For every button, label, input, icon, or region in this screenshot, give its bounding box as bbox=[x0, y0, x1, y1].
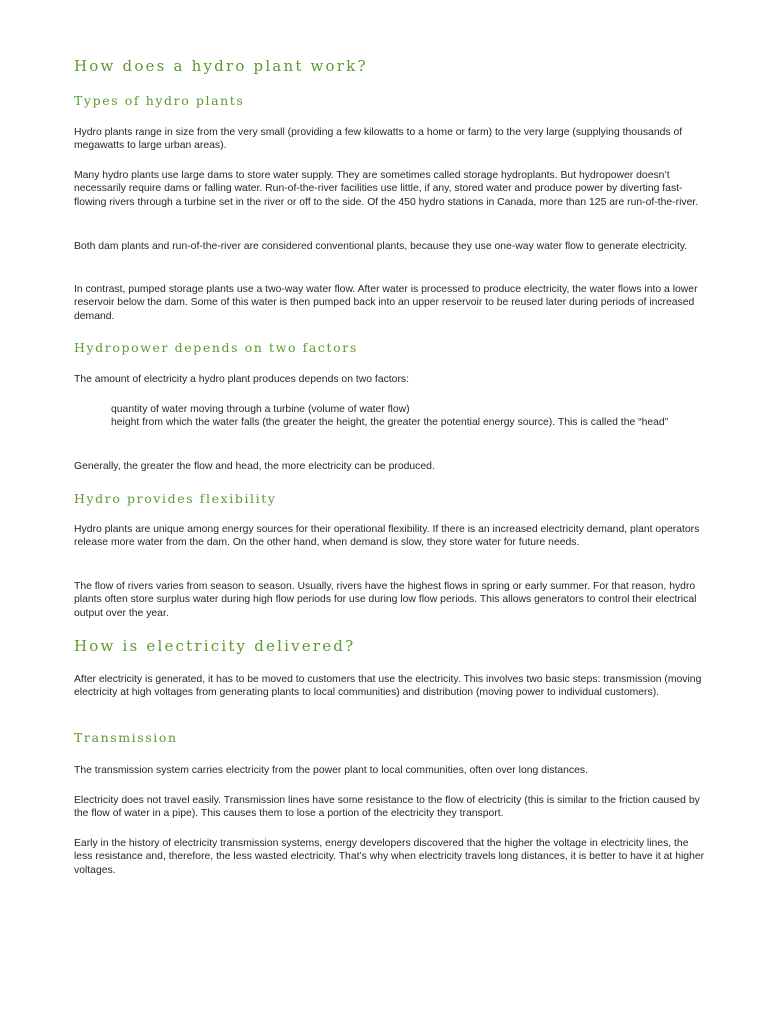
paragraph-conventional-plants: Both dam plants and run-of-the-river are considered conventional plants, because they use one-way water flow to generate electricity. bbox=[74, 241, 688, 252]
heading-electricity-delivered: How is electricity delivered? bbox=[74, 637, 356, 655]
paragraph-operational-flexibility: Hydro plants are unique among energy sources for their operational flexibility. If there is an increased electricity demand, plant operators release more water from the dam. On the other hand, when demand is slow, they store water for future needs. bbox=[74, 524, 700, 549]
paragraph-transmission-resistance: Electricity does not travel easily. Transmission lines have some resistance to the flow of electricity (this is similar to the friction caused by the flow of water in a pipe). This causes them to lose a portion of the electricity they transport. bbox=[74, 795, 700, 820]
paragraph-high-voltage: Early in the history of electricity transmission systems, energy developers discovered that the higher the voltage in electricity lines, the less resistance and, therefore, the less wasted electricity. That’s why when electricity travels long distances, it is better to have it at higher voltages. bbox=[74, 838, 705, 876]
subheading-two-factors: Hydropower depends on two factors bbox=[74, 340, 358, 355]
paragraph-factors-conclusion: Generally, the greater the flow and head, the more electricity can be produced. bbox=[74, 461, 435, 472]
subheading-types-of-hydro-plants: Types of hydro plants bbox=[74, 93, 245, 108]
list-item: quantity of water moving through a turbine (volume of water flow) bbox=[111, 404, 410, 415]
paragraph-delivery-intro: After electricity is generated, it has to be moved to customers that use the electricity. This involves two basic steps: transmission (moving electricity at high voltages from generating plants to local communities) and distribution (moving power to individual customers). bbox=[74, 674, 702, 699]
paragraph-pumped-storage: In contrast, pumped storage plants use a two-way water flow. After water is processed to produce electricity, the water flows into a lower reservoir below the dam. Some of this water is then pumped back into an upper reservoir to be reused later during periods of increased demand. bbox=[74, 284, 698, 322]
list-item: height from which the water falls (the greater the height, the greater the potential energy source). This is called the “head” bbox=[111, 417, 669, 429]
paragraph-plant-sizes: Hydro plants range in size from the very small (providing a few kilowatts to a home or farm) to the very large (supplying thousands of megawatts to large urban areas). bbox=[74, 127, 683, 152]
heading-hydro-plant: How does a hydro plant work? bbox=[74, 57, 368, 75]
subheading-flexibility: Hydro provides flexibility bbox=[74, 491, 277, 506]
subheading-transmission: Transmission bbox=[74, 730, 178, 745]
paragraph-storage-and-run-of-river: Many hydro plants use large dams to store water supply. They are sometimes called storage hydroplants. But hydropower doesn’t necessarily require dams or falling water. Run-of-the-river facilities use little, if any, stored water and produce power by diverting fast-flowing rivers through a turbine set in the river or off to the side. Of the 450 hydro stations in Canada, more than 125 are run-of-the-river. bbox=[74, 170, 699, 208]
paragraph-transmission-system: The transmission system carries electricity from the power plant to local communities, often over long distances. bbox=[74, 765, 588, 776]
factors-list bbox=[111, 403, 711, 430]
paragraph-factors-intro: The amount of electricity a hydro plant produces depends on two factors: bbox=[74, 374, 409, 385]
paragraph-seasonal-flow: The flow of rivers varies from season to season. Usually, rivers have the highest flows in spring or early summer. For that reason, hydro plants often store surplus water during high flow periods for use during low flow periods. This allows generators to control their electrical output over the year. bbox=[74, 581, 697, 619]
